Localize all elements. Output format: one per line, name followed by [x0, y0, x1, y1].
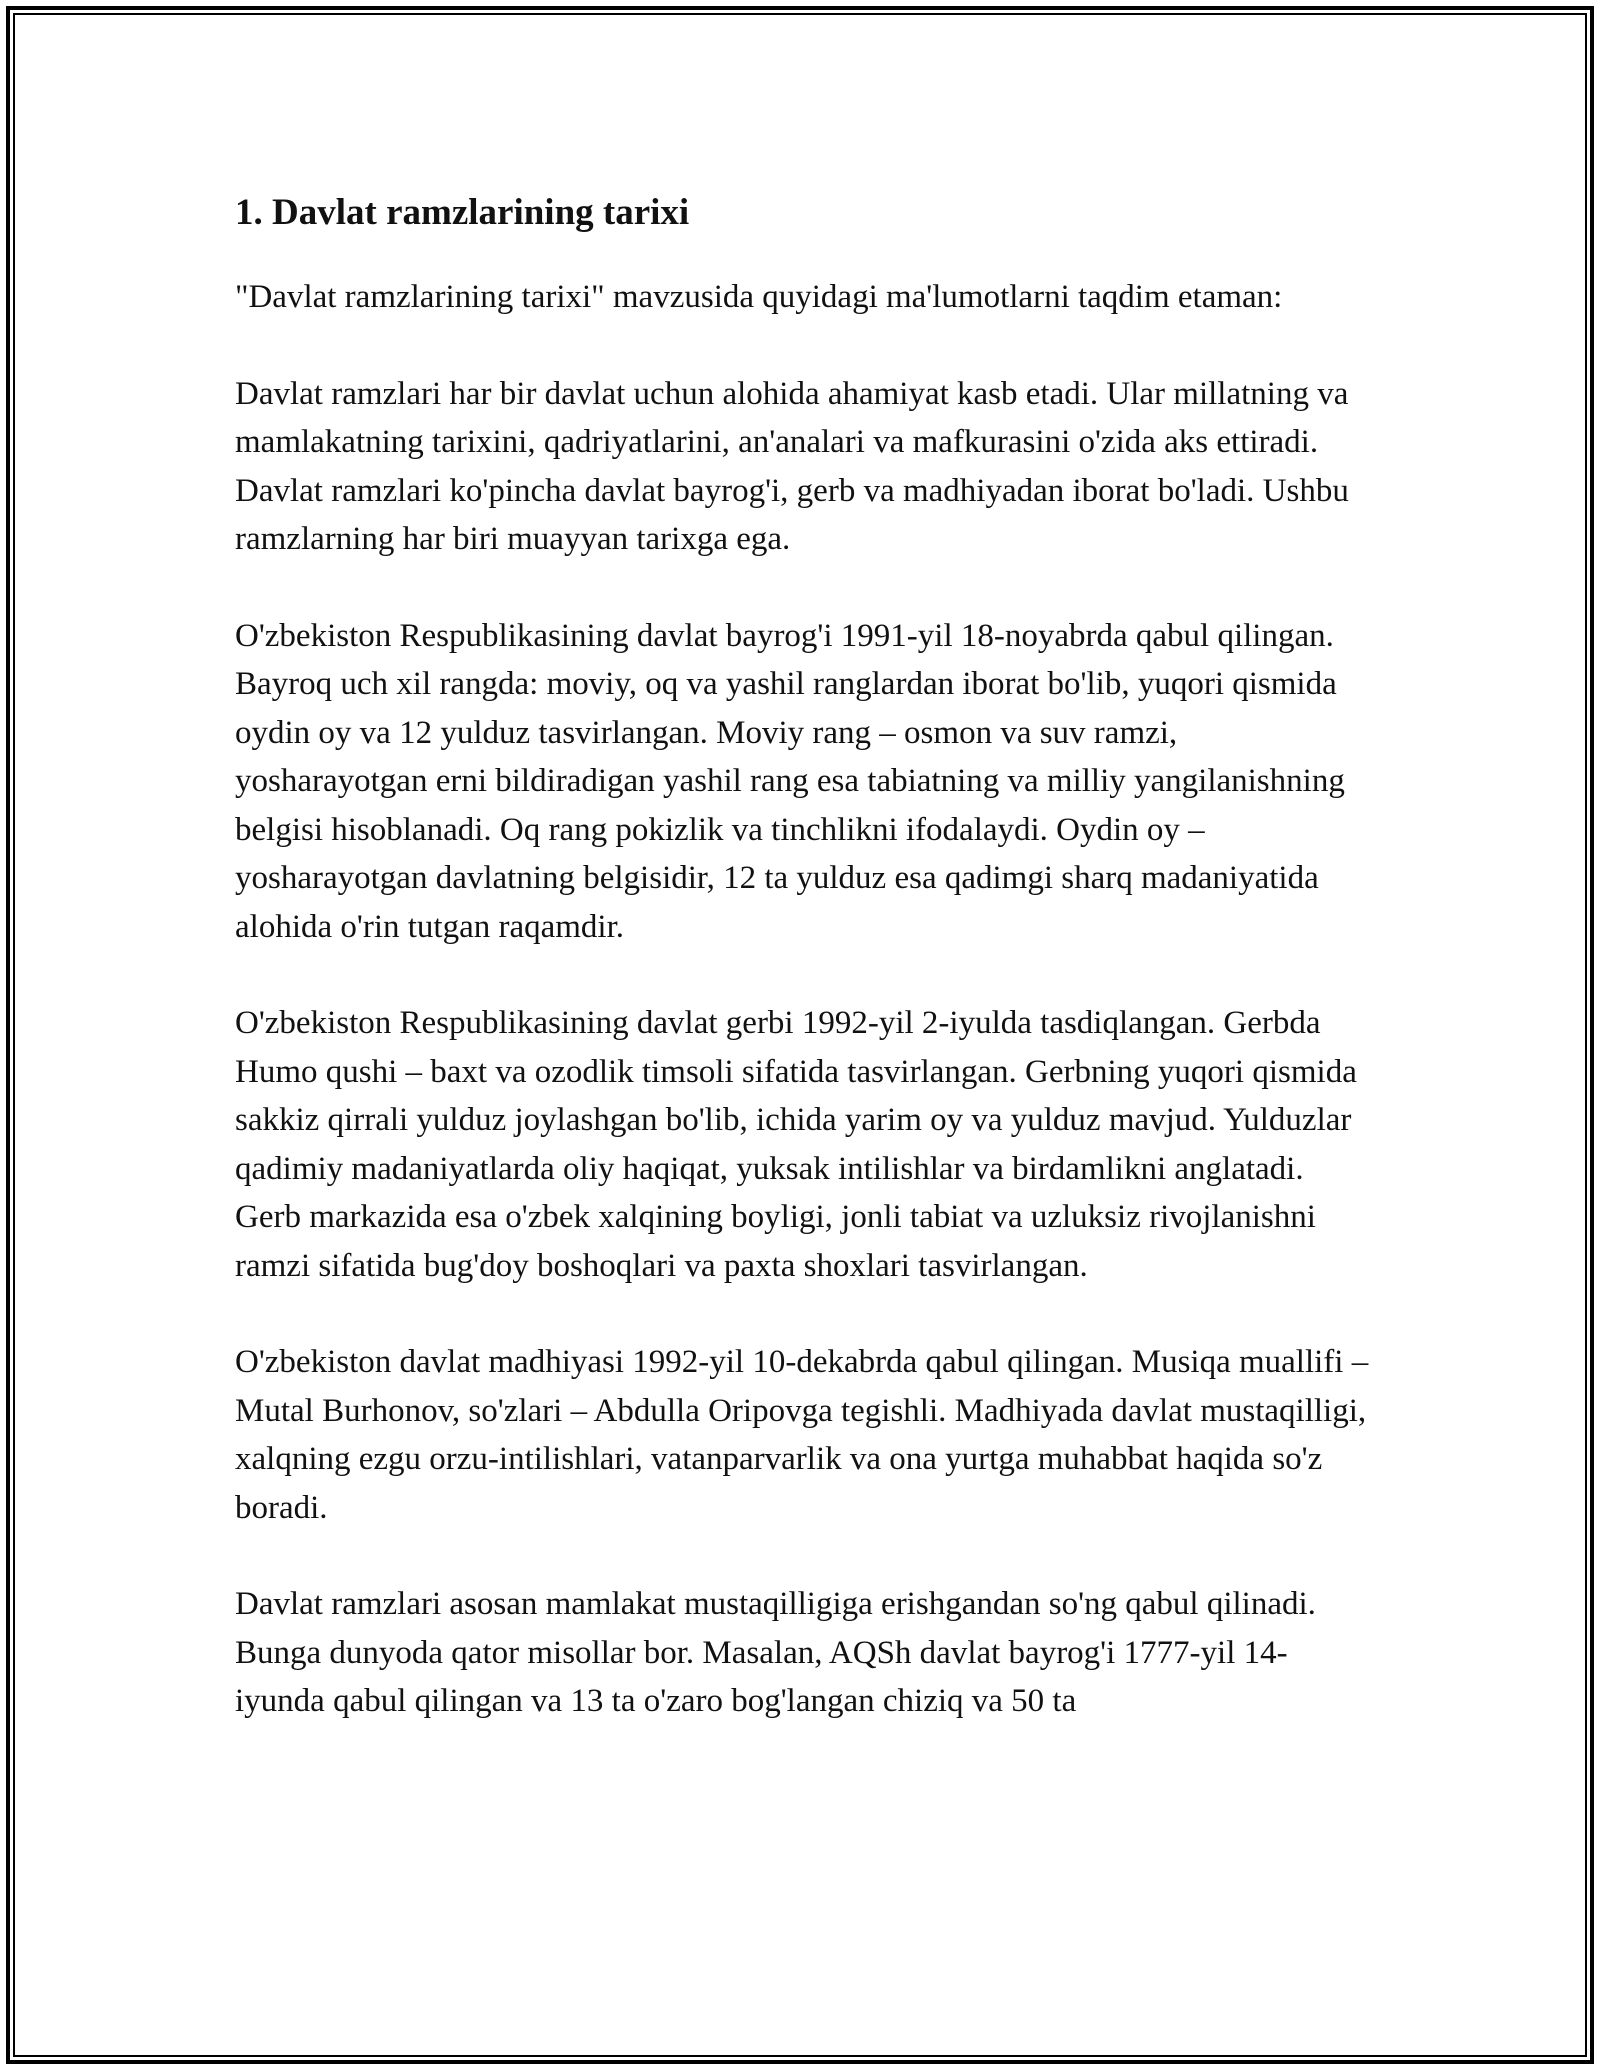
- paragraph-flag: O'zbekiston Respublikasining davlat bayrog'i 1991-yil 18-noyabrda qabul qilingan. Bayroq uch xil rangda: moviy, oq va yashil ranglardan iborat bo'lib, yuqori qismida oydin oy va 12 yulduz tasvirlangan. Moviy rang – osmon va suv ramzi, yosharayotgan erni bildiradigan yashil rang esa tabiatning va milliy yangilanishning belgisi hisoblanadi. Oq rang pokizlik va tinchlikni ifodalaydi. Oydin oy – yosharayotgan davlatning belgisidir, 12 ta yulduz esa qadimgi sharq madaniyatida alohida o'rin tutgan raqamdir.: [235, 617, 1345, 945]
- paragraph-anthem: O'zbekiston davlat madhiyasi 1992-yil 10-dekabrda qabul qilingan. Musiqa muallifi – Mutal Burhonov, so'zlari – Abdulla Oripovga tegishli. Madhiyada davlat mustaqilligi, xalqning ezgu orzu-intilishlari, vatanparvarlik va ona yurtga muhabbat haqida so'z boradi.: [235, 1344, 1369, 1526]
- document-body: [235, 185, 1375, 1726]
- paragraph-symbols-overview: Davlat ramzlari har bir davlat uchun alohida ahamiyat kasb etadi. Ular millatning va mamlakatning tarixini, qadriyatlarini, an'analari va mafkurasini o'zida aks ettiradi. Davlat ramzlari ko'pincha davlat bayrog'i, gerb va madhiyadan iborat bo'ladi. Ushbu ramzlarning har biri muayyan tarixga ega.: [235, 375, 1349, 557]
- paragraph-intro: "Davlat ramzlarining tarixi" mavzusida quyidagi ma'lumotlarni taqdim etaman:: [235, 279, 1283, 315]
- paragraph-coat-of-arms: O'zbekiston Respublikasining davlat gerbi 1992-yil 2-iyulda tasdiqlangan. Gerbda Humo qushi – baxt va ozodlik timsoli sifatida tasvirlangan. Gerbning yuqori qismida sakkiz qirrali yulduz joylashgan bo'lib, ichida yarim oy va yulduz mavjud. Yulduzlar qadimiy madaniyatlarda oliy haqiqat, yuksak intilishlar va birdamlikni anglatadi. Gerb markazida esa o'zbek xalqining boyligi, jonli tabiat va uzluksiz rivojlanishni ramzi sifatida bug'doy boshoqlari va paxta shoxlari tasvirlangan.: [235, 1005, 1357, 1284]
- document-title: 1. Davlat ramzlarining tarixi: [235, 192, 690, 233]
- paragraph-world-examples: Davlat ramzlari asosan mamlakat mustaqilligiga erishgandan so'ng qabul qilinadi. Bunga dunyoda qator misollar bor. Masalan, AQSh davlat bayrog'i 1777-yil 14-iyunda qabul qilingan va 13 ta o'zaro bog'langan chiziq va 50 ta: [235, 1586, 1316, 1719]
